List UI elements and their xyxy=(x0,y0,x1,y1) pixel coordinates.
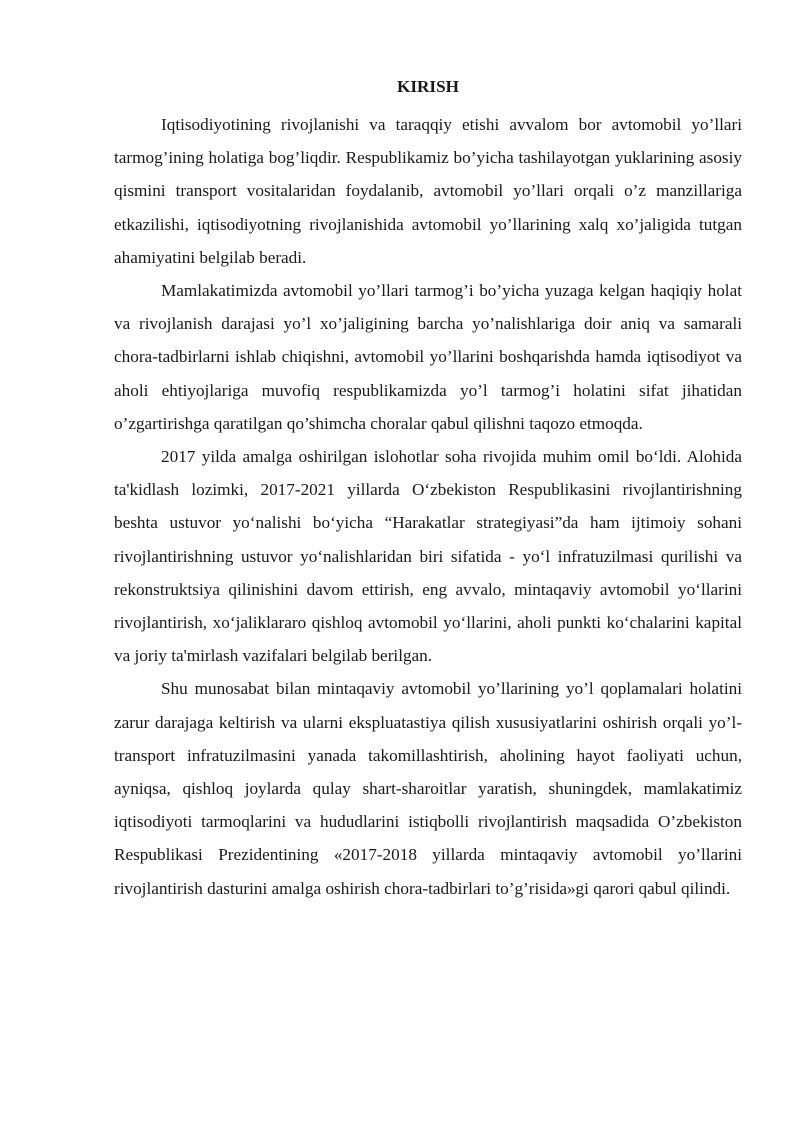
document-body xyxy=(114,72,742,905)
paragraph-3: 2017 yilda amalga oshirilgan islohotlar soha rivojida muhim omil bo‘ldi. Alohida ta'kidlash lozimki, 2017-2021 yillarda O‘zbekiston Respublikasini rivojlantirishning beshta ustuvor yo‘nalishi bo‘yicha “Harakatlar strategiyasi”da ham ijtimoiy sohani rivojlantirishning ustuvor yo‘nalishlaridan biri sifatida - yo‘l infratuzilmasi qurilishi va rekonstruktsiya qilinishini davom ettirish, eng avvalo, mintaqaviy avtomobil yo‘llarini rivojlantirish, xo‘jaliklararo qishloq avtomobil yo‘llarini, aholi punkti ko‘chalarini kapital va joriy ta'mirlash vazifalari belgilab berilgan. xyxy=(114,447,742,666)
paragraph-2: Mamlakatimizda avtomobil yo’llari tarmog’i bo’yicha yuzaga kelgan haqiqiy holat va rivojlanish darajasi yo’l xo’jaligining barcha yo’nalishlariga doir aniq va samarali chora-tadbirlarni ishlab chiqishni, avtomobil yo’llarini boshqarishda hamda iqtisodiyot va aholi ehtiyojlariga muvofiq respublikamizda yo’l tarmog’i holatini sifat jihatidan o’zgartirishga qaratilgan qo’shimcha choralar qabul qilishni taqozo etmoqda. xyxy=(114,281,742,433)
paragraph-4: Shu munosabat bilan mintaqaviy avtomobil yo’llarining yo’l qoplamalari holatini zarur darajaga keltirish va ularni ekspluatastiya qilish xususiyatlarini oshirish orqali yo’l-transport infratuzilmasini yanada takomillashtirish, aholining hayot faoliyati uchun, ayniqsa, qishloq joylarda qulay shart-sharoitlar yaratish, shuningdek, mamlakatimiz iqtisodiyoti tarmoqlarini va hududlarini istiqbolli rivojlantirish maqsadida O’zbekiston Respublikasi Prezidentining «2017-2018 yillarda mintaqaviy avtomobil yo’llarini rivojlantirish dasturini amalga oshirish chora-tadbirlari to’g’risida»gi qarori qabul qilindi. xyxy=(114,679,742,898)
section-title: KIRISH xyxy=(396,77,460,96)
paragraph-1: Iqtisodiyotining rivojlanishi va taraqqiy etishi avvalom bor avtomobil yo’llari tarmog’ining holatiga bog’liqdir. Respublikamiz bo’yicha tashilayotgan yuklarining asosiy qismini transport vositalaridan foydalanib, avtomobil yo’llari orqali o’z manzillariga etkazilishi, iqtisodiyotning rivojlanishida avtomobil yo’llarining xalq xo’jaligida tutgan ahamiyatini belgilab beradi. xyxy=(114,115,742,267)
